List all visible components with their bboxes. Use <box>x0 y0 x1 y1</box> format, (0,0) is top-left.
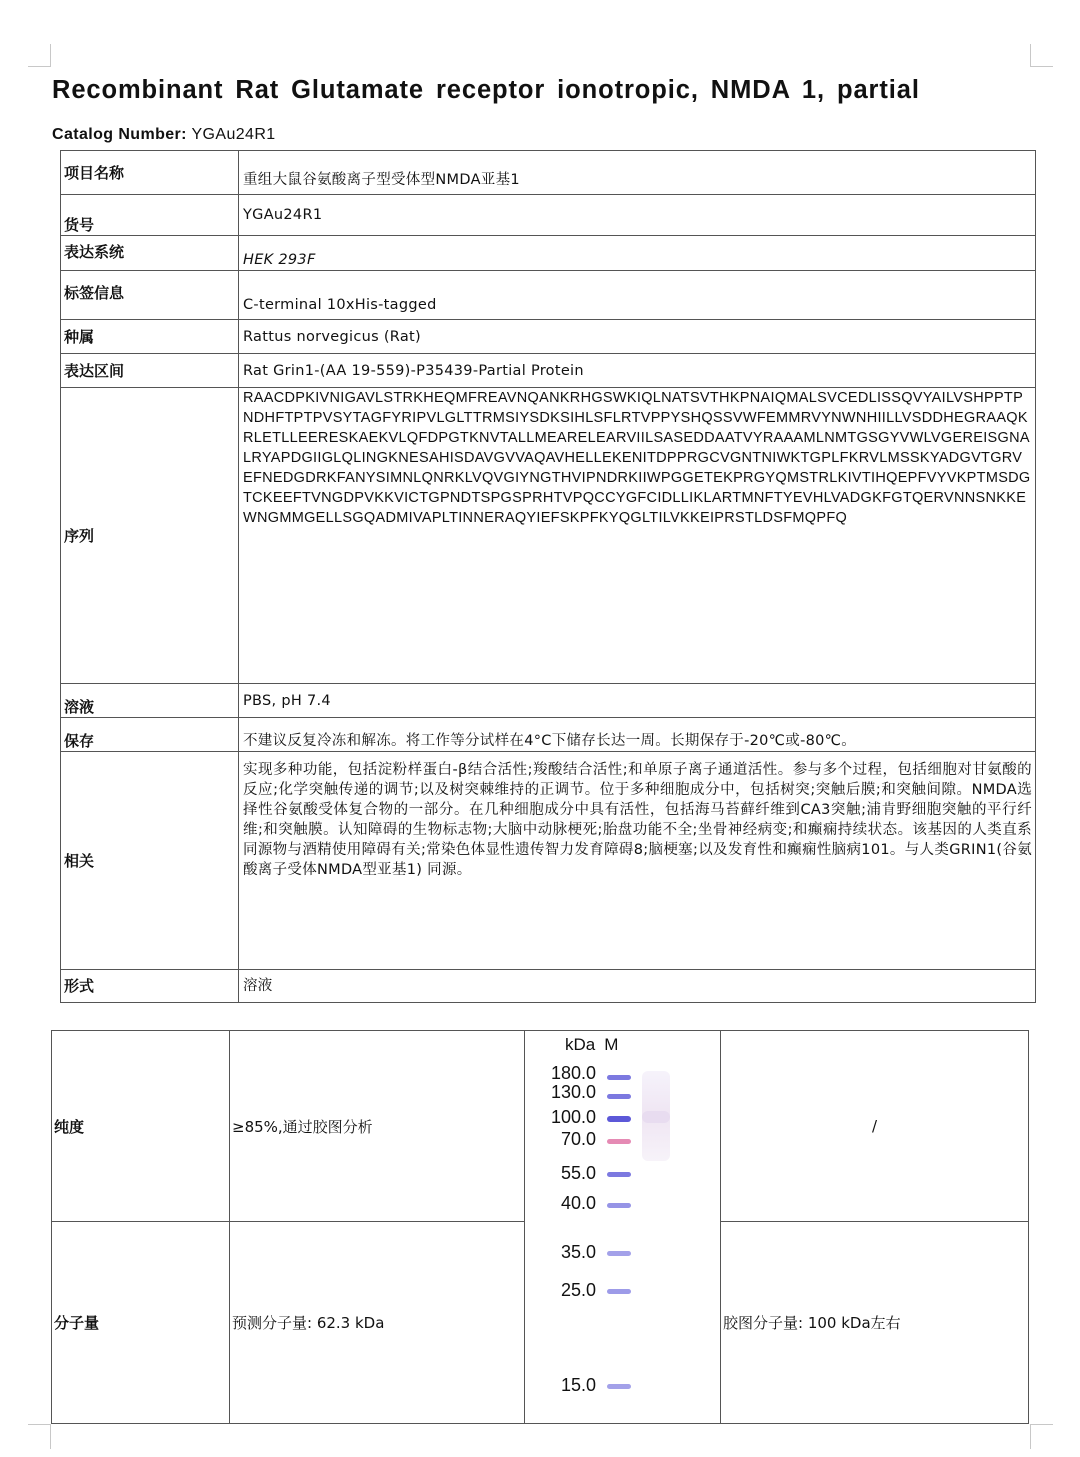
name-label: 项目名称 <box>61 151 239 195</box>
ladder-band-35 <box>607 1251 631 1256</box>
related-label: 相关 <box>61 752 239 970</box>
purity-value: ≥85%,通过胶图分析 <box>230 1031 525 1222</box>
ladder-label-25: 25.0 <box>560 1280 596 1300</box>
sku-value: YGAu24R1 <box>239 195 1036 236</box>
ladder-band-100 <box>607 1116 631 1122</box>
name-value: 重组大鼠谷氨酸离子型受体型NMDA亚基1 <box>239 151 1036 195</box>
ladder-label-35: 35.0 <box>560 1242 596 1262</box>
gel-unit-label: kDa <box>565 1035 596 1054</box>
row-buffer <box>61 684 1036 718</box>
purity-label: 纯度 <box>52 1031 230 1222</box>
gel-cell <box>525 1031 721 1424</box>
mw-gel-value: 胶图分子量: 100 kDa左右 <box>721 1222 1029 1424</box>
ladder-label-130: 130.0 <box>550 1082 596 1102</box>
page-title: Recombinant Rat Glutamate receptor ionotropic, NMDA 1, partial <box>52 76 920 104</box>
mw-value: 预测分子量: 62.3 kDa <box>230 1222 525 1424</box>
crop-mark-top-left <box>28 44 51 67</box>
ladder-label-55: 55.0 <box>560 1163 596 1183</box>
crop-mark-bottom-left <box>28 1424 51 1449</box>
row-name <box>61 151 1036 195</box>
sequence-value: RAACDPKIVNIGAVLSTRKHEQMFREAVNQANKRHGSWKIQLNATSVTHKPNAIQMALSVCEDLISSQVYAILVSHPPTPNDHFTPTPVSYTAGFYRIPVLGLTTRMSIYSDKSIHLSFLRTVPPYSHQSSVWFEMMRVYNWNHIILLVSDDHEGRAAQKRLETLLEERESKAEKVLQFDPGTKNVTALLMEARELEARVIILSASEDDAATVYRAAAMLNMTGSGYVWLVGEREISGNALRYAPDGIIGLQLINGKNESAHISDAVGVVAQAVHELLEKENITDPPRGCVGNTNIWKTGPLFKRVLMSSKYADGVTGRVEFNEDGDRKFANYSIMNLQNRKLVQVGIYNGTHVIPNDRKIIWPGGETEKPRGYQMSTRLKIVTIHQEPFVYVKPTMSDGTCKEEFTVNGDPVKKVICTGPNDTSPGSPRHTVPQCCYGFCIDLLIKLARTMNFTYEVHLVADGKFGTQERVNNSNKKEWNGMMGELLSGQADMIVAPLTINNERAQYIEFSKPFKYQGLTILVKKEIPRSTLDSFMQPFQ <box>239 388 1036 684</box>
catalog-label: Catalog Number: <box>52 126 187 143</box>
ladder-band-40 <box>607 1203 631 1208</box>
row-region <box>61 354 1036 388</box>
sequence-label: 序列 <box>61 388 239 684</box>
related-value: 实现多种功能，包括淀粉样蛋白-β结合活性;羧酸结合活性;和单原子离子通道活性。参与多个过程，包括细胞对甘氨酸的反应;化学突触传递的调节;以及树突棘维持的正调节。位于多种细胞成分中，包括树突;突触后膜;和突触间隙。NMDA选择性谷氨酸受体复合物的一部分。在几种细胞成分中具有活性，包括海马苔藓纤维到CA3突触;浦肯野细胞突触的平行纤维;和突触膜。认知障碍的生物标志物;大脑中动脉梗死;胎盘功能不全;坐骨神经病变;和癫痫持续状态。该基因的人类直系同源物与酒精使用障碍有关;常染色体显性遗传智力发育障碍8;脑梗塞;以及发育性和癫痫性脑病101。与人类GRIN1(谷氨酸离子受体NMDA型亚基1) 同源。 <box>239 752 1036 970</box>
mw-label: 分子量 <box>52 1222 230 1424</box>
ladder-band-55 <box>607 1172 631 1177</box>
gel-header <box>565 1035 627 1055</box>
buffer-value: PBS, pH 7.4 <box>239 684 1036 718</box>
storage-label: 保存 <box>61 718 239 752</box>
ladder-label-70: 70.0 <box>560 1129 596 1149</box>
ladder-band-70 <box>607 1139 631 1144</box>
crop-mark-bottom-right <box>1030 1424 1053 1449</box>
ladder-band-180 <box>607 1075 631 1080</box>
purity-table <box>51 1030 1029 1424</box>
tag-value: C-terminal 10xHis-tagged <box>239 271 1036 320</box>
ladder-band-25 <box>607 1289 631 1294</box>
form-label: 形式 <box>61 970 239 1003</box>
ladder-band-130 <box>607 1094 631 1099</box>
sample-band-100kda <box>642 1111 670 1123</box>
row-form <box>61 970 1036 1003</box>
row-related <box>61 752 1036 970</box>
species-label: 种属 <box>61 320 239 354</box>
region-label: 表达区间 <box>61 354 239 388</box>
buffer-label: 溶液 <box>61 684 239 718</box>
catalog-number <box>52 126 276 144</box>
catalog-value: YGAu24R1 <box>191 126 276 143</box>
crop-mark-top-right <box>1030 44 1053 67</box>
ladder-label-100: 100.0 <box>550 1107 596 1127</box>
expression-value: HEK 293F <box>239 236 1036 271</box>
row-expression <box>61 236 1036 271</box>
form-value: 溶液 <box>239 970 1036 1003</box>
row-sequence <box>61 388 1036 684</box>
ladder-label-40: 40.0 <box>560 1193 596 1213</box>
row-tag <box>61 271 1036 320</box>
row-purity <box>52 1031 1029 1222</box>
species-value: Rattus norvegicus (Rat) <box>239 320 1036 354</box>
ladder-band-15 <box>607 1384 631 1389</box>
row-sku <box>61 195 1036 236</box>
ladder-label-180: 180.0 <box>550 1063 596 1083</box>
expression-label: 表达系统 <box>61 236 239 271</box>
gel-image <box>525 1031 720 1423</box>
sku-label: 货号 <box>61 195 239 236</box>
region-value: Rat Grin1-(AA 19-559)-P35439-Partial Protein <box>239 354 1036 388</box>
storage-value: 不建议反复冷冻和解冻。将工作等分试样在4°C下储存长达一周。长期保存于-20℃或-80℃。 <box>239 718 1036 752</box>
ladder-label-15: 15.0 <box>560 1375 596 1395</box>
purity-extra: / <box>721 1031 1029 1222</box>
row-species <box>61 320 1036 354</box>
gel-marker-label: M <box>604 1035 619 1054</box>
row-storage <box>61 718 1036 752</box>
spec-table <box>60 150 1036 1003</box>
tag-label: 标签信息 <box>61 271 239 320</box>
